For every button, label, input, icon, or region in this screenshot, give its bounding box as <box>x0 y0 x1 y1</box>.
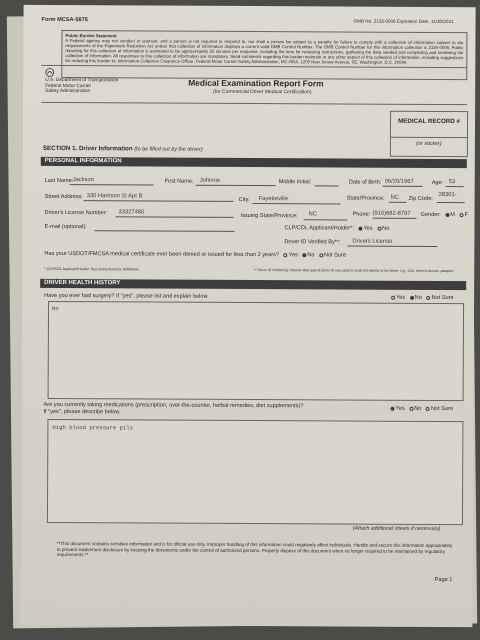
age-label: Age: <box>431 179 444 187</box>
middle-initial-label: Middle Initial: <box>278 179 312 186</box>
gender-m-label: M <box>450 212 456 219</box>
surgery-notsure-radio[interactable] <box>426 295 430 299</box>
health-history-header: DRIVER HEALTH HISTORY <box>40 279 466 290</box>
last-name-label: Last Name: <box>44 177 74 185</box>
surgery-question: Have you ever had surgery? If "yes", please list and explain below. <box>44 292 209 300</box>
zip-field[interactable]: 28301- <box>438 191 457 199</box>
form-title: Medical Examination Report Form <box>188 77 324 89</box>
section1-heading <box>43 145 203 153</box>
gender-f-radio[interactable] <box>460 213 464 217</box>
medications-notsure-label: Not Sure <box>430 405 454 413</box>
form-id: Form MCSA-5875 <box>41 16 88 24</box>
sensitive-notice: **This document contains sensitive information and is for official use only. Improper handling of this information could negatively affect individuals. Handle and secure this information appropriately to prevent inadvertent disclosure by keeping the documents under the control of authorized persons. Properly dispose of this document when no longer required to be maintained by regulatory requirements.** <box>56 541 453 558</box>
surgery-no-radio[interactable] <box>410 295 414 299</box>
denied-yes-radio[interactable] <box>284 253 288 257</box>
page-number: Page 1 <box>434 576 453 584</box>
last-name-field[interactable]: Jackson <box>72 177 94 184</box>
clp-yes-radio[interactable] <box>358 226 362 230</box>
agency-line-1: U.S. Department of Transportation <box>45 77 119 84</box>
first-name-field[interactable]: Johnnie <box>199 177 221 184</box>
medications-question-2: If "yes", please describe below. <box>43 408 121 416</box>
surgery-answer-box[interactable] <box>48 301 465 401</box>
clp-yes-label: Yes <box>363 225 373 232</box>
medications-question: Are you currently taking medications (prescription, over-the-counter, herbal remedies, diet supplements)? <box>43 401 304 410</box>
footnote-clp: * CLP/CDL Applicant/Holder: See instructions for definitions. <box>44 266 140 272</box>
burden-text: A Federal agency may not conduct or sponsor, and a person is not required to respond to, nor shall a person be subject to a penalty for failure to comply with a collection of information subject to the requirements of the Paperwork Reduction Act unless that collection of information displays a current valid OMB Control Number. The OMB Control Number for this information collection is 2126-0006. Public reporting for this collection of information is estimated to be approximately 25 minutes per response, including the time for reviewing instructions, gathering the data needed and completing and reviewing the collection of information. All responses to this collection of information are mandatory. Send comments regarding this burden estimate or any other aspect of this collection of information, including suggestions for reducing this burden to: Information Collection Clearance Officer, Federal Motor Carrier Safety Administration, MC-RRA, 1200 New Jersey Avenue, SE, Washington, D.C. 20590. <box>65 38 464 65</box>
zip-label: Zip Code: <box>408 195 433 202</box>
medications-notsure-radio[interactable] <box>426 406 430 410</box>
denied-yes-label: Yes <box>288 252 298 259</box>
issuing-state-field[interactable]: NC <box>308 211 317 218</box>
denied-notsure-label: Not Sure <box>324 252 347 259</box>
denied-question-row <box>44 251 346 259</box>
state-label: State/Province: <box>346 195 385 202</box>
medical-record-label: MEDICAL RECORD # <box>398 117 460 126</box>
age-field[interactable]: 53 <box>448 179 456 186</box>
section1-note: (to be filled out by the driver) <box>134 146 203 153</box>
denied-notsure-radio[interactable] <box>319 253 323 257</box>
gender-group <box>421 212 468 218</box>
verified-label: Driver ID Verified By**: <box>284 239 341 246</box>
surgery-yes-label: Yes <box>396 294 406 301</box>
clp-no-label: No <box>382 225 390 232</box>
medications-answer-box[interactable] <box>47 419 464 525</box>
surgery-notsure-label: Not Sure <box>431 294 454 302</box>
denied-question: Has your USDOT/FMCSA medical certificate ever been denied or issued for less than 2 years? <box>44 250 280 259</box>
section1-label: SECTION 1. Driver Information <box>42 144 133 153</box>
middle-initial-field[interactable] <box>315 178 339 185</box>
sticker-label: (or sticker) <box>416 140 442 148</box>
gender-m-radio[interactable] <box>445 213 449 217</box>
surgery-yes-radio[interactable] <box>391 295 395 299</box>
clp-no-radio[interactable] <box>377 226 381 230</box>
denied-no-label: No <box>307 252 315 259</box>
street-field[interactable]: 330 Harrison St Apt B <box>86 193 143 200</box>
license-label: Driver's License Number: <box>44 209 108 217</box>
state-field[interactable]: NC <box>390 194 400 201</box>
medications-no-label: No <box>414 405 422 412</box>
city-label: City: <box>238 196 250 204</box>
omb-number: OMB No. 2126-0006 Expiration Date: 11/30/2021 <box>353 18 454 25</box>
phone-label: Phone: <box>352 211 371 218</box>
issuing-state-label: Issuing State/Province: <box>240 212 298 220</box>
street-label: Street Address: <box>44 193 83 201</box>
personal-info-header: PERSONAL INFORMATION <box>41 157 467 168</box>
clp-group <box>284 225 389 232</box>
agency-name <box>45 78 118 95</box>
agency-line-2: Federal Motor Carrier <box>45 83 92 89</box>
form-page <box>20 5 475 627</box>
attach-note: (Attach additional sheets if necessary) <box>352 525 441 533</box>
clp-label: CLP/CDL Applicant/Holder*: <box>284 225 354 232</box>
agency-line-3: Safety Administration <box>45 89 91 95</box>
surgery-options <box>388 295 454 301</box>
first-name-label: First Name: <box>164 178 194 185</box>
dot-logo-icon <box>45 68 54 77</box>
denied-no-radio[interactable] <box>302 253 306 257</box>
verified-field[interactable]: Drivers License <box>352 238 393 245</box>
gender-label: Gender: <box>420 211 441 219</box>
license-field[interactable]: 33327480 <box>118 209 145 216</box>
medications-no-radio[interactable] <box>409 406 413 410</box>
medications-yes-radio[interactable] <box>391 406 395 410</box>
dob-label: Date of Birth: <box>348 179 382 186</box>
city-field[interactable]: Fayetteville <box>258 196 288 203</box>
footnote-verified: ** Driver ID Verified By: Record what type of photo ID was used to verify the identity of the driver, e.g., CDL, driver's license, passport. <box>254 268 455 274</box>
medications-answer: High blood pressure pils <box>52 423 134 432</box>
dob-field[interactable]: 06/20/1967 <box>384 178 414 185</box>
form-subtitle: (for Commercial Driver Medical Certification) <box>213 88 312 96</box>
gender-f-label: F <box>464 212 468 219</box>
email-label: E-mail (optional): <box>44 223 87 231</box>
email-field[interactable] <box>94 223 234 231</box>
surgery-no-label: No <box>414 294 422 301</box>
phone-field[interactable]: (910)682-8797 <box>372 210 411 217</box>
burden-title: Public Burden Statement <box>65 33 117 39</box>
medical-record-box <box>390 111 468 157</box>
surgery-answer: No <box>52 304 59 313</box>
medications-yes-label: Yes <box>395 405 405 412</box>
medications-options <box>388 406 454 412</box>
